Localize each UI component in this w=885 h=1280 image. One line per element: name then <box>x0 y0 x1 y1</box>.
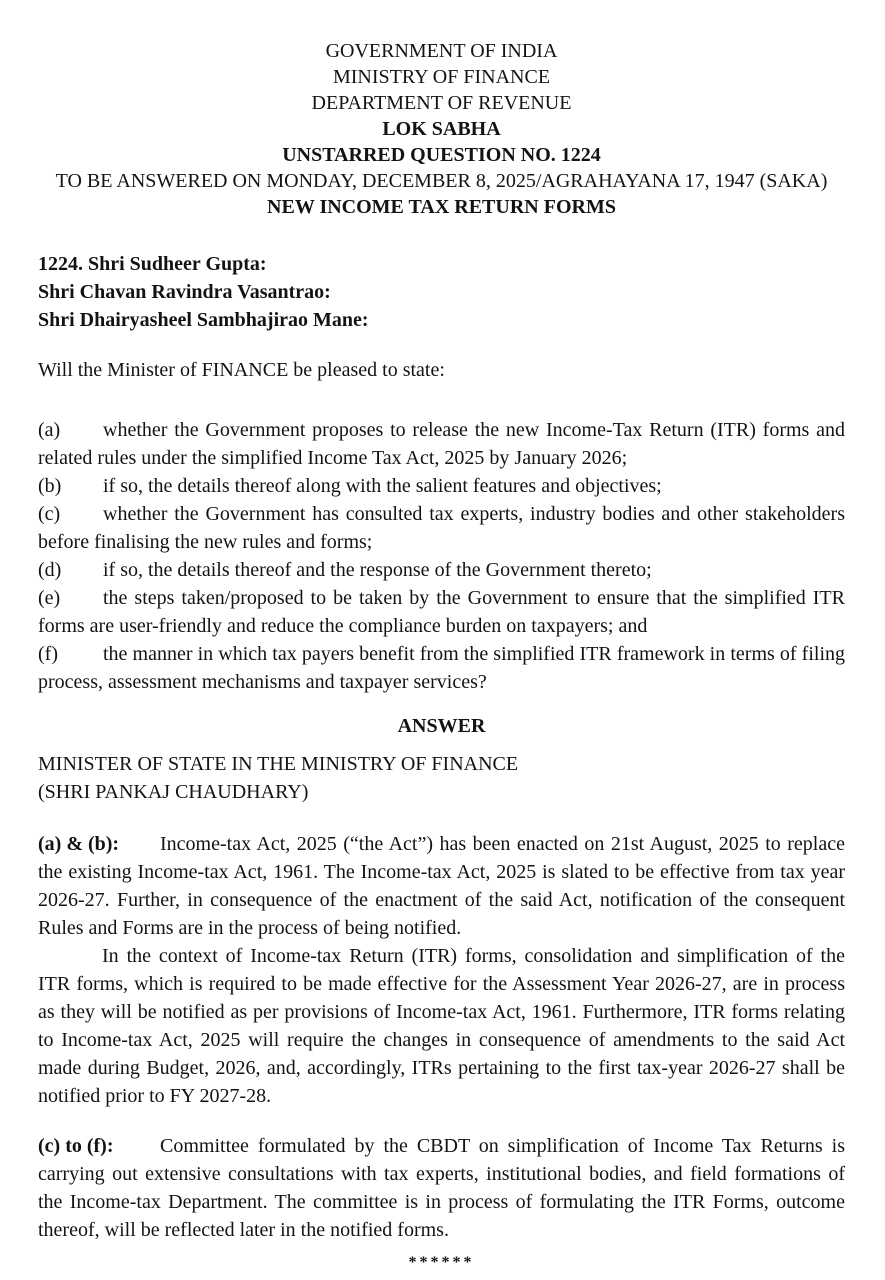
end-of-document-stars: ****** <box>408 1254 475 1271</box>
minister-title: MINISTER OF STATE IN THE MINISTRY OF FINANCE <box>38 753 519 775</box>
header-answer-date: TO BE ANSWERED ON MONDAY, DECEMBER 8, 2025/AGRAHAYANA 17, 1947 (SAKA) <box>55 170 828 192</box>
answer-label: (a) & (b): <box>38 833 120 855</box>
header-government-of-india: GOVERNMENT OF INDIA <box>325 40 558 62</box>
header-ministry-of-finance: MINISTRY OF FINANCE <box>332 66 551 88</box>
question-label: (e) <box>38 587 61 609</box>
question-label: (d) <box>38 559 62 581</box>
question-item-d <box>38 556 845 584</box>
minister-name: (SHRI PANKAJ CHAUDHARY) <box>38 781 309 803</box>
question-text: the manner in which tax payers benefit from the simplified ITR framework in terms of filing process, assessment mechanisms and taxpayer services? <box>38 643 845 693</box>
document-header <box>38 38 845 220</box>
header-lok-sabha: LOK SABHA <box>382 118 501 140</box>
question-list <box>38 416 845 696</box>
minister-attribution <box>38 750 845 806</box>
header-department-of-revenue: DEPARTMENT OF REVENUE <box>311 92 572 114</box>
answer-paragraph-a-b <box>38 830 845 942</box>
question-label: (b) <box>38 475 62 497</box>
petitioner-name: 1224. Shri Sudheer Gupta: <box>38 253 267 275</box>
question-text: if so, the details thereof and the response of the Government thereto; <box>103 559 652 581</box>
petitioner-name: Shri Chavan Ravindra Vasantrao: <box>38 281 331 303</box>
question-label: (c) <box>38 503 61 525</box>
header-question-number: UNSTARRED QUESTION NO. 1224 <box>282 144 601 166</box>
question-label: (a) <box>38 419 61 441</box>
question-text: the steps taken/proposed to be taken by the Government to ensure that the simplified ITR forms are user-friendly and reduce the compliance burden on taxpayers; and <box>38 587 845 637</box>
question-label: (f) <box>38 643 58 665</box>
answer-paragraph-continuation: In the context of Income-tax Return (ITR) forms, consolidation and simplification of the ITR forms, which is required to be made effective for the Assessment Year 2026-27, are in process as they will be notified as per provisions of Income-tax Act, 1961. Furthermore, ITR forms relating to Income-tax Act, 2025 will require the changes in consequence of amendments to the said Act made during Budget, 2026, and, accordingly, ITRs pertaining to the first tax-year 2026-27 shall be notified prior to FY 2027-28. <box>38 945 845 1107</box>
question-text: whether the Government has consulted tax experts, industry bodies and other stakeholders before finalising the new rules and forms; <box>38 503 845 553</box>
question-text: if so, the details thereof along with the salient features and objectives; <box>103 475 662 497</box>
question-item-a <box>38 416 845 472</box>
petitioner-names <box>38 250 845 334</box>
header-subject-title: NEW INCOME TAX RETURN FORMS <box>267 196 616 218</box>
answer-text: Committee formulated by the CBDT on simplification of Income Tax Returns is carrying out extensive consultations with tax experts, institutional bodies, and field formations of the Income-tax Department. The committee is in process of formulating the ITR Forms, outcome thereof, will be reflected later in the notified forms. <box>38 1135 845 1241</box>
question-intro: Will the Minister of FINANCE be pleased to state: <box>38 359 445 381</box>
question-text: whether the Government proposes to release the new Income-Tax Return (ITR) forms and related rules under the simplified Income Tax Act, 2025 by January 2026; <box>38 419 845 469</box>
question-item-f <box>38 640 845 696</box>
question-item-b <box>38 472 845 500</box>
answer-label: (c) to (f): <box>38 1135 114 1157</box>
answer-paragraph-c-f <box>38 1132 845 1244</box>
question-item-c <box>38 500 845 556</box>
answer-text: Income-tax Act, 2025 (“the Act”) has been enacted on 21st August, 2025 to replace the existing Income-tax Act, 1961. The Income-tax Act, 2025 is slated to be effective from tax year 2026-27. Further, in consequence of the enactment of the said Act, notification of the consequent Rules and Forms are in the process of being notified. <box>38 833 845 939</box>
question-item-e <box>38 584 845 640</box>
petitioner-name: Shri Dhairyasheel Sambhajirao Mane: <box>38 309 369 331</box>
answer-heading: ANSWER <box>397 715 486 737</box>
